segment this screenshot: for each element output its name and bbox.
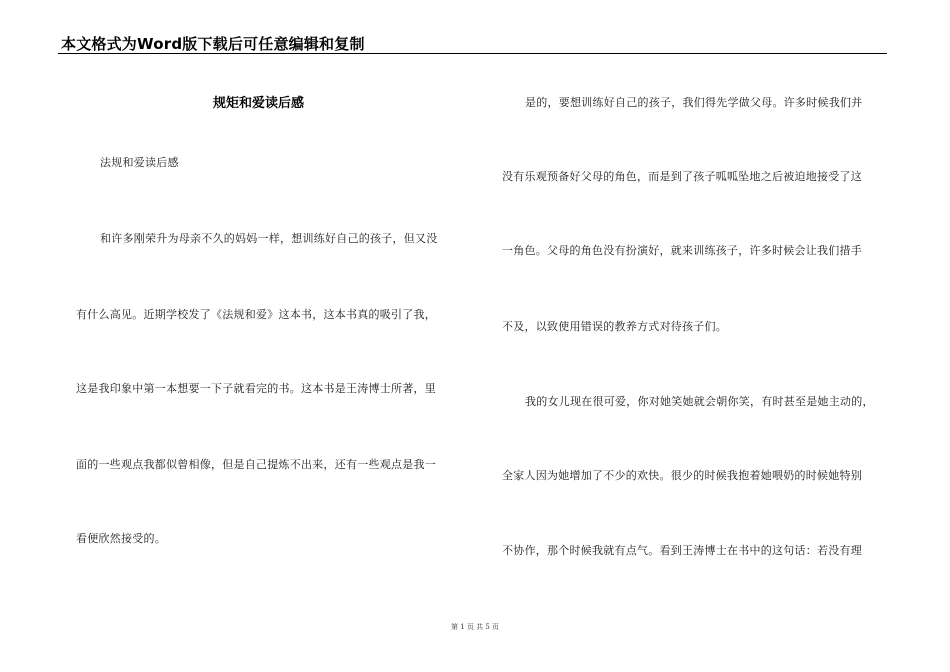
- document-header: 本文格式为Word版下载后可任意编辑和复制: [61, 35, 365, 53]
- left-paragraph-line: 看便欣然接受的。: [76, 532, 166, 545]
- left-paragraph-line: 和许多刚荣升为母亲不久的妈妈一样，想训练好自己的孩子，但又没: [100, 232, 438, 245]
- right-paragraph-line: 是的，要想训练好自己的孩子，我们得先学做父母。许多时候我们并: [525, 96, 863, 109]
- right-paragraph-line: 一角色。父母的角色没有扮演好，就来训练孩子，许多时候会让我们措手: [502, 244, 862, 257]
- right-paragraph-line: 没有乐观预备好父母的角色，而是到了孩子呱呱坠地之后被迫地接受了这: [502, 170, 862, 183]
- left-paragraph-line: 面的一些观点我都似曾相像，但是自己提炼不出来，还有一些观点是我一: [76, 458, 436, 471]
- right-paragraph-line: 不协作，那个时候我就有点气。看到王涛博士在书中的这句话：若没有理: [502, 544, 862, 557]
- left-paragraph-line: 有什么高见。近期学校发了《法规和爱》这本书，这本书真的吸引了我，: [76, 308, 436, 321]
- left-paragraph-line: 这是我印象中第一本想要一下子就看完的书。这本书是王涛博士所著，里: [76, 382, 436, 395]
- document-title: 规矩和爱读后感: [213, 96, 305, 111]
- right-paragraph-line: 不及，以致使用错误的教养方式对待孩子们。: [502, 320, 727, 333]
- right-paragraph-line: 我的女儿现在很可爱，你对她笑她就会朝你笑，有时甚至是她主动的，: [525, 395, 874, 408]
- right-paragraph-line: 全家人因为她增加了不少的欢快。很少的时候我抱着她喂奶的时候她特别: [502, 469, 862, 482]
- header-divider: [58, 53, 887, 54]
- page-number-indicator: 第 1 页 共 5 页: [450, 623, 500, 631]
- left-paragraph-line: 法规和爱读后感: [100, 156, 179, 169]
